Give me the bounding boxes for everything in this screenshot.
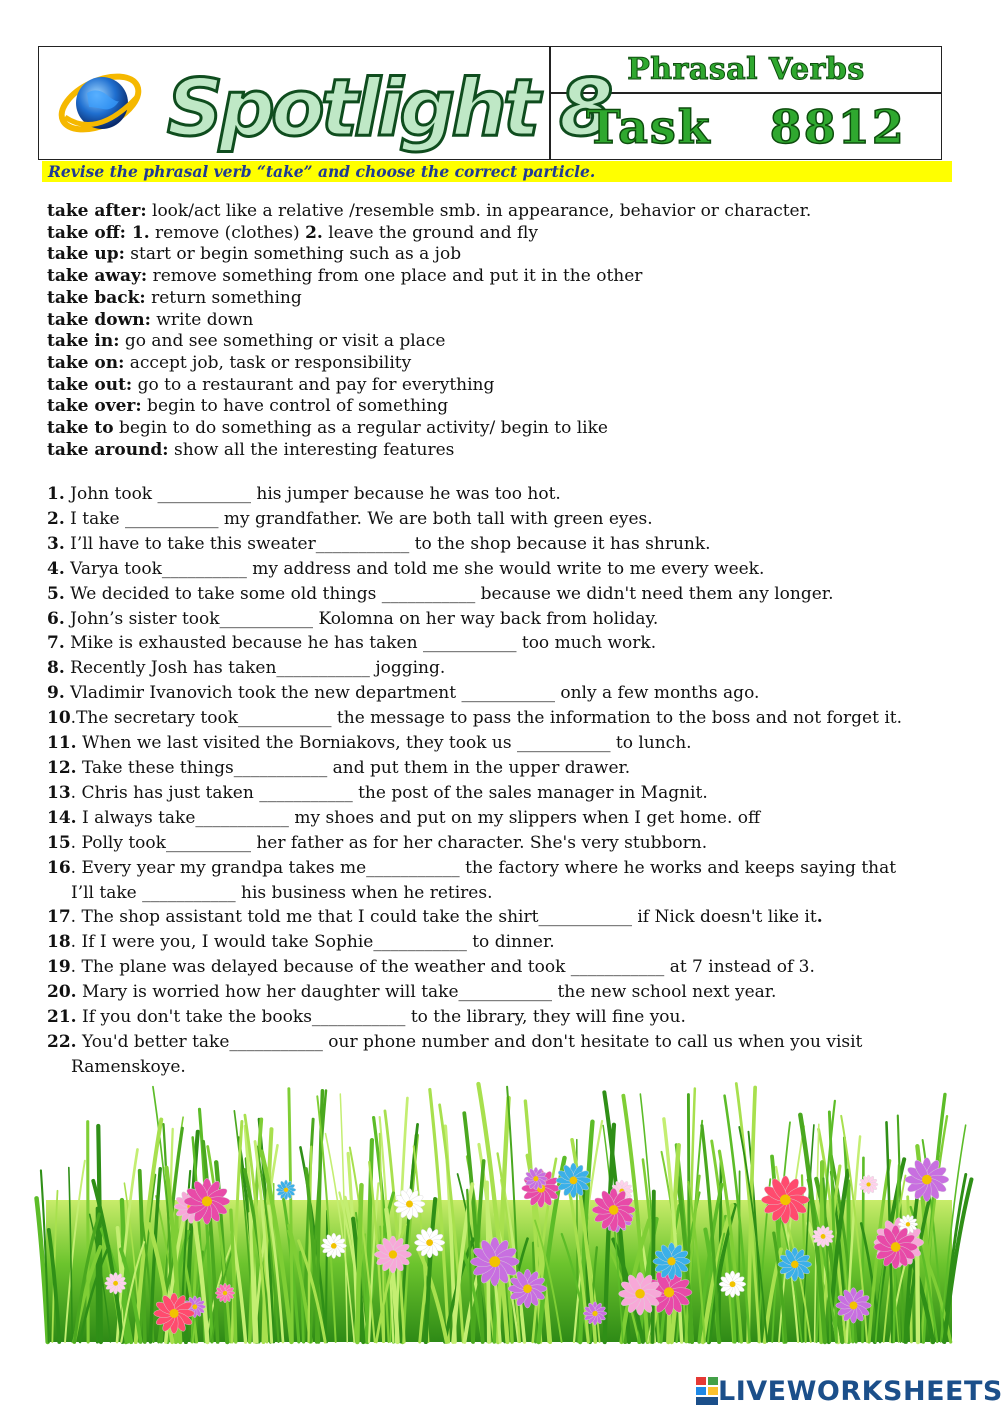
exercise-number: 12. — [47, 757, 77, 778]
definition-row — [47, 418, 977, 440]
svg-text:Spotlight 8: Spotlight 8 — [167, 64, 610, 154]
definition-meaning: go and see something or visit a place — [119, 331, 446, 352]
definition-row — [47, 440, 977, 462]
globe-icon — [57, 61, 143, 145]
liveworksheets-logo-icon — [696, 1377, 718, 1405]
definition-row — [47, 223, 977, 245]
exercise-item — [47, 756, 992, 781]
liveworksheets-brand — [696, 1376, 1003, 1406]
definition-meaning: remove (clothes) — [149, 222, 306, 243]
definition-term: take in: — [47, 331, 120, 352]
task-number — [551, 94, 941, 160]
definition-meaning: go to a restaurant and pay for everything — [132, 374, 495, 395]
definitions-list — [47, 201, 977, 461]
exercise-item — [47, 681, 992, 706]
worksheet-header — [38, 46, 942, 160]
exercise-item — [47, 731, 992, 756]
exercise-item — [47, 507, 992, 532]
flower — [905, 1158, 949, 1202]
exercise-item — [47, 582, 992, 607]
exercise-sentence: John’s sister took___________ Kolomna on her way back from holiday. — [64, 608, 659, 629]
exercise-sentence: John took ___________ his jumper because he was too hot. — [64, 484, 561, 504]
definition-meaning: write down — [150, 309, 254, 330]
spotlight-logo — [161, 55, 610, 154]
exercise-item — [47, 706, 992, 731]
definition-term: take away: — [47, 266, 148, 287]
definition-meaning: show all the interesting features — [168, 439, 455, 460]
exercise-number: 9. — [47, 683, 65, 704]
exercise-item — [47, 482, 992, 507]
instruction-text: Revise the phrasal verb “take” and choose the correct particle. — [48, 162, 596, 181]
exercise-sentence: . The plane was delayed because of the weather and took ___________ at 7 instead of 3. — [70, 957, 815, 978]
exercise-sentence: Vladimir Ivanovich took the new department ___________ only a few months ago. — [64, 683, 760, 704]
exercise-item — [47, 607, 992, 632]
exercise-sentence: Varya took__________ my address and told me she would write to me every week. — [64, 558, 765, 579]
exercise-number: 6. — [47, 608, 65, 629]
definition-meaning: begin to have control of something — [141, 396, 449, 417]
exercise-item — [47, 806, 992, 831]
exercise-sentence: I’ll have to take this sweater___________ to the shop because it has shrunk. — [64, 533, 711, 554]
exercise-number: 1. — [47, 484, 65, 504]
definition-term: take around: — [47, 439, 169, 460]
definition-row — [47, 266, 977, 288]
exercise-number: 13 — [47, 782, 71, 803]
definition-term: take over: — [47, 396, 142, 417]
definition-meaning: look/act like a relative /resemble smb. in appearance, behavior or character. — [146, 201, 812, 221]
exercise-sentence: I always take___________ my shoes and put on my slippers when I get home. off — [76, 807, 761, 828]
exercise-sentence: . If I were you, I would take Sophie___________ to dinner. — [70, 932, 555, 953]
definition-row — [47, 288, 977, 310]
exercise-item — [47, 1005, 992, 1030]
exercise-number: 7. — [47, 633, 65, 654]
exercise-number: 3. — [47, 533, 65, 554]
exercise-list — [47, 482, 992, 1080]
exercise-sentence: Take these things___________ and put them in the upper drawer. — [76, 757, 631, 778]
definition-term: take up: — [47, 244, 125, 265]
exercise-number: 14. — [47, 807, 77, 828]
exercise-item — [47, 930, 992, 955]
exercise-sentence: . Every year my grandpa takes me___________ the factory where he works and keeps saying that — [70, 857, 897, 878]
exercise-sentence: Mike is exhausted because he has taken ___________ too much work. — [64, 633, 657, 654]
flower — [276, 1180, 296, 1200]
exercise-number: 20. — [47, 982, 77, 1003]
exercise-item — [47, 532, 992, 557]
exercise-item — [47, 781, 992, 806]
definition-meaning: return something — [145, 287, 302, 308]
exercise-sentence-continued: Ramenskoye. — [71, 1056, 186, 1077]
definition-row — [47, 396, 977, 418]
exercise-sentence: I take ___________ my grandfather. We are both tall with green eyes. — [64, 508, 653, 529]
exercise-sentence: When we last visited the Borniakovs, they took us ___________ to lunch. — [76, 733, 692, 754]
exercise-item — [47, 955, 992, 980]
exercise-sentence: . Polly took__________ her father as for her character. She's very stubborn. — [70, 832, 708, 853]
brand-name: LIVEWORKSHEETS — [718, 1375, 1003, 1407]
exercise-number: 8. — [47, 658, 65, 679]
exercise-number: 10 — [47, 708, 71, 729]
exercise-number: 15 — [47, 832, 71, 853]
exercise-item — [47, 905, 992, 930]
definition-term: take to — [47, 418, 114, 439]
instruction-bar — [42, 161, 952, 182]
exercise-item — [47, 631, 992, 656]
definition-row — [47, 244, 977, 266]
exercise-number: 11. — [47, 733, 77, 754]
task-id: 8812 — [769, 100, 906, 154]
exercise-number: 16 — [47, 857, 71, 878]
exercise-number: 18 — [47, 932, 71, 953]
definition-meaning: leave the ground and fly — [322, 222, 538, 243]
exercise-number: 21. — [47, 1007, 77, 1028]
exercise-sentence: If you don't take the books___________ to the library, they will fine you. — [76, 1007, 686, 1028]
exercise-sentence-continued: I’ll take ___________ his business when he retires. — [71, 882, 493, 903]
grass-blade — [652, 1192, 653, 1342]
exercise-item — [47, 557, 992, 582]
exercise-item — [47, 856, 992, 906]
exercise-number: 22. — [47, 1031, 77, 1052]
definition-term: take after: — [47, 201, 147, 221]
definition-term: take on: — [47, 352, 125, 373]
exercise-sentence: .The secretary took___________ the message to pass the information to the boss and not forget it. — [70, 708, 902, 729]
exercise-number: 4. — [47, 558, 65, 579]
definition-term: take back: — [47, 287, 146, 308]
exercise-sentence: . The shop assistant told me that I could take the shirt___________ if Nick doesn't like it — [70, 907, 817, 928]
exercise-sentence: Recently Josh has taken___________ jogging. — [64, 658, 446, 679]
exercise-item — [47, 1030, 992, 1080]
exercise-sentence: You'd better take___________ our phone number and don't hesitate to call us when you visit — [76, 1031, 863, 1052]
definition-term: 2. — [305, 222, 323, 243]
definition-term: take down: — [47, 309, 151, 330]
task-label: Task — [586, 100, 712, 154]
exercise-number: 2. — [47, 508, 65, 529]
definition-row — [47, 331, 977, 353]
exercise-number: 19 — [47, 957, 71, 978]
exercise-item — [47, 656, 992, 681]
header-title: Phrasal Verbs — [627, 52, 865, 87]
exercise-item — [47, 831, 992, 856]
exercise-number: 17 — [47, 907, 71, 928]
definition-row — [47, 310, 977, 332]
definition-meaning: remove something from one place and put it in the other — [147, 266, 643, 287]
exercise-number: 5. — [47, 583, 65, 604]
definition-meaning: begin to do something as a regular activity/ begin to like — [113, 418, 608, 439]
exercise-item — [47, 980, 992, 1005]
exercise-sentence: Mary is worried how her daughter will take___________ the new school next year. — [76, 982, 777, 1003]
definition-meaning: accept job, task or responsibility — [124, 352, 412, 373]
exercise-sentence-tail: . — [816, 907, 823, 928]
definition-row — [47, 353, 977, 375]
definition-meaning: start or begin something such as a job — [124, 244, 462, 265]
definition-term: take out: — [47, 374, 133, 395]
definition-row — [47, 375, 977, 397]
grass-flowers-illustration — [46, 1080, 952, 1342]
definition-row — [47, 201, 977, 223]
exercise-sentence: . Chris has just taken ___________ the post of the sales manager in Magnit. — [70, 782, 708, 803]
flower — [859, 1175, 878, 1194]
definition-term: take off: 1. — [47, 222, 150, 243]
exercise-sentence: We decided to take some old things ___________ because we didn't need them any longer. — [64, 583, 834, 604]
